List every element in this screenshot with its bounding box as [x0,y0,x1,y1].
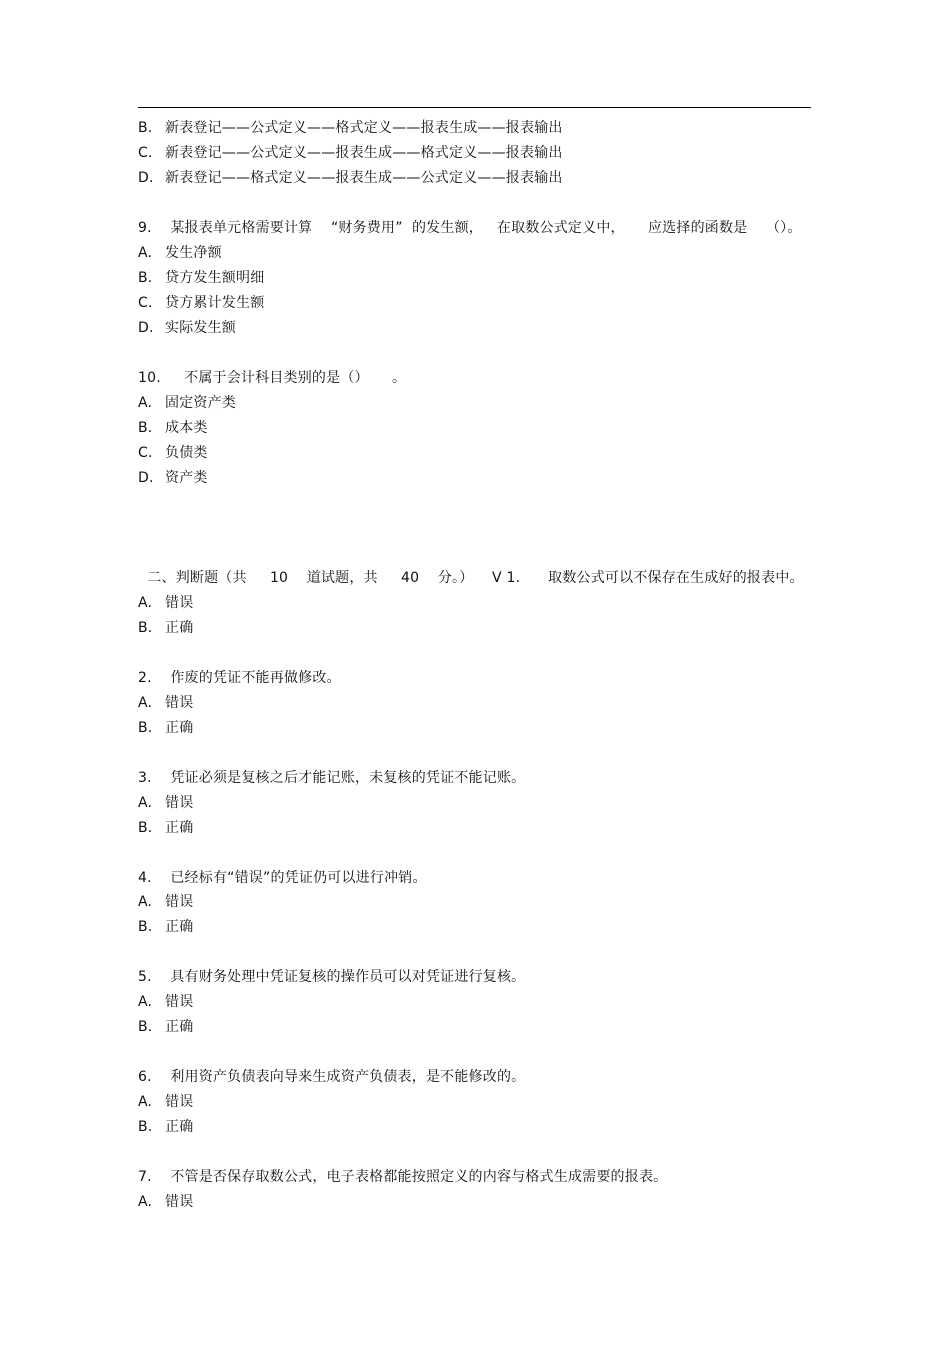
s2-q3-stem: 3. 凭证必须是复核之后才能记账，未复核的凭证不能记账。 [138,770,526,786]
s2-q6-option-b: B. 正确 [138,1119,194,1135]
header-rule [138,107,811,108]
s2-q4-stem: 4. 已经标有“错误”的凭证仍可以进行冲销。 [138,870,427,886]
s2-q5-option-a: A. 错误 [138,994,194,1010]
s2-q7-option-a: A. 错误 [138,1194,194,1210]
s2-q6-stem: 6. 利用资产负债表向导来生成资产负债表，是不能修改的。 [138,1069,526,1085]
s2-q5-stem: 5. 具有财务处理中凭证复核的操作员可以对凭证进行复核。 [138,969,526,985]
s2-q1-option-b: B. 正确 [138,620,194,636]
s2-q2-stem: 2. 作废的凭证不能再做修改。 [138,670,341,686]
q10-stem: 10. 不属于会计科目类别的是（） 。 [138,370,407,386]
s2-q1-option-a: A. 错误 [138,595,194,611]
q9-option-d: D. 实际发生额 [138,320,236,336]
s2-q7-stem: 7. 不管是否保存取数公式，电子表格都能按照定义的内容与格式生成需要的报表。 [138,1169,668,1185]
s2-q3-option-a: A. 错误 [138,795,194,811]
q9-stem: 9. 某报表单元格需要计算 “财务费用” 的发生额， 在取数公式定义中， 应选择的函数是 （）。 [138,220,802,236]
q9-option-c: C. 贷方累计发生额 [138,295,265,311]
q9-option-b: B. 贷方发生额明细 [138,270,265,286]
section2-heading: 二、判断题（共 10 道试题，共 40 分。） V 1. 取数公式可以不保存在生成好的报表中。 [138,570,804,586]
q8-option-d: D. 新表登记——格式定义——报表生成——公式定义——报表输出 [138,170,563,186]
s2-q4-option-a: A. 错误 [138,894,194,910]
s2-q4-option-b: B. 正确 [138,919,194,935]
q10-option-a: A. 固定资产类 [138,395,236,411]
s2-q5-option-b: B. 正确 [138,1019,194,1035]
s2-q2-option-b: B. 正确 [138,720,194,736]
q10-option-b: B. 成本类 [138,420,208,436]
q8-option-c: C. 新表登记——公式定义——报表生成——格式定义——报表输出 [138,145,563,161]
q9-option-a: A. 发生净额 [138,245,222,261]
q8-option-b: B. 新表登记——公式定义——格式定义——报表生成——报表输出 [138,120,563,136]
s2-q3-option-b: B. 正确 [138,820,194,836]
q10-option-c: C. 负债类 [138,445,208,461]
s2-q2-option-a: A. 错误 [138,695,194,711]
s2-q6-option-a: A. 错误 [138,1094,194,1110]
q10-option-d: D. 资产类 [138,470,208,486]
